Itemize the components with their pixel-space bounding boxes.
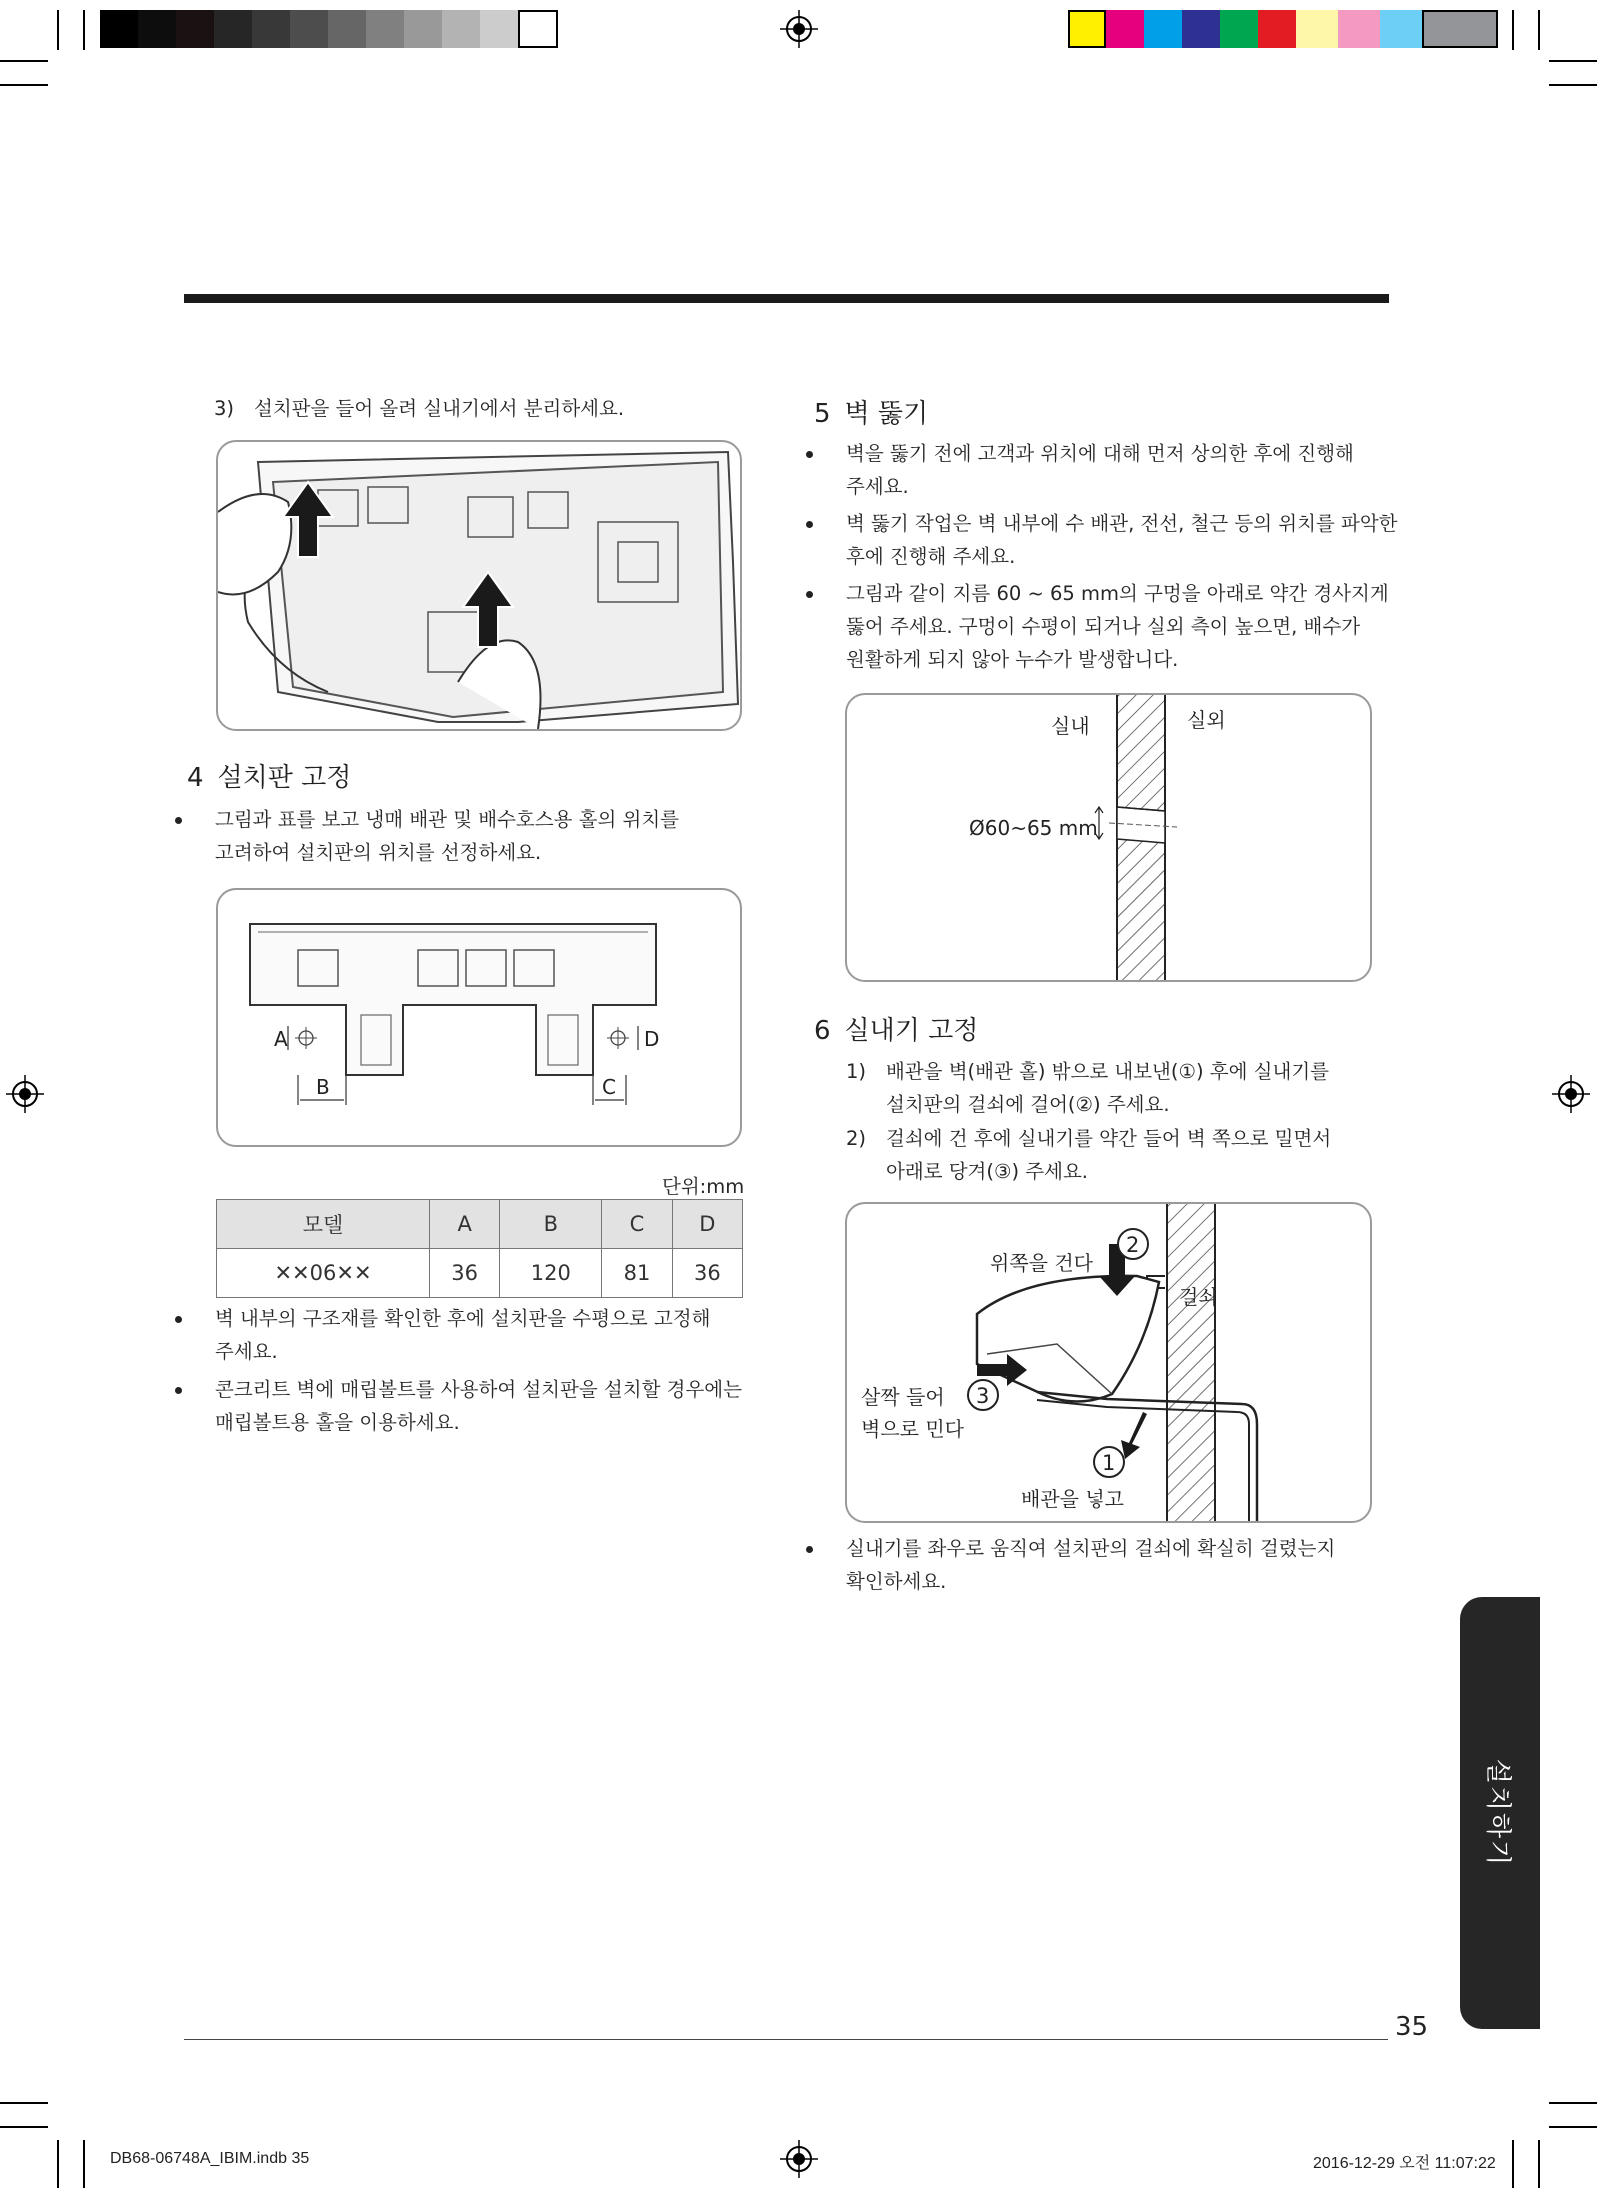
hang-up-label: 위쪽을 건다: [990, 1251, 1093, 1275]
swatch: [1182, 10, 1220, 48]
section-number: 4: [187, 763, 204, 793]
bullet-line: 실내기를 좌우로 움직여 설치판의 걸쇠에 확실히 걸렸는지: [846, 1537, 1336, 1560]
registration-mark-top: [780, 10, 818, 48]
dim-label: D: [644, 1027, 660, 1051]
unit-label: 단위:mm: [662, 1175, 745, 1198]
swatch: [366, 10, 404, 48]
table-header: 모델: [217, 1200, 430, 1249]
step-1: [846, 1055, 1406, 1121]
figure-wall-hole: [845, 693, 1372, 982]
dim-label: B: [316, 1075, 330, 1099]
section-title: 벽 뚫기: [844, 399, 929, 429]
bullet-item: [806, 577, 1426, 676]
dim-label: C: [602, 1075, 616, 1099]
footer-file: DB68-06748A_IBIM.indb 35: [110, 2150, 310, 2167]
side-tab-label: 설치하기: [1482, 1758, 1513, 1868]
figure-plate-dimensions: [216, 888, 742, 1147]
bullet-dot: [175, 1387, 182, 1394]
table-cell: 36: [672, 1249, 742, 1298]
bullet-line: 벽 내부의 구조재를 확인한 후에 설치판을 수평으로 고정해: [215, 1307, 711, 1330]
bullet-line: 그림과 표를 보고 냉매 배관 및 배수호스용 홀의 위치를: [215, 808, 680, 831]
section-number: 5: [814, 399, 831, 429]
swatch: [1068, 10, 1106, 48]
bullet-dot: [175, 817, 182, 824]
step-number: 1): [846, 1060, 867, 1083]
table-header: C: [602, 1200, 672, 1249]
swatch: [290, 10, 328, 48]
swatch: [1220, 10, 1258, 48]
bullet-item: [175, 1302, 775, 1368]
step-line: 아래로 당겨(③) 주세요.: [886, 1160, 1088, 1183]
bullet-item: [806, 1532, 1426, 1598]
swatch: [1296, 10, 1338, 48]
indoor-label: 실내: [1051, 714, 1090, 738]
marker-3: 3: [976, 1384, 990, 1408]
section-number: 6: [814, 1016, 831, 1046]
diameter-label: Ø60~65 mm: [969, 816, 1098, 840]
table-row: [217, 1249, 743, 1298]
insert-pipe-label: 배관을 넣고: [1021, 1487, 1124, 1511]
swatch: [214, 10, 252, 48]
bullet-line: 콘크리트 벽에 매립볼트를 사용하여 설치판을 설치할 경우에는: [215, 1378, 742, 1401]
step-2: [846, 1122, 1406, 1188]
registration-mark-bottom: [780, 2140, 818, 2178]
section-5-heading: [814, 393, 928, 430]
marker-2: 2: [1126, 1233, 1140, 1257]
registration-mark-right: [1552, 1075, 1590, 1113]
swatch: [442, 10, 480, 48]
figure-hang-unit: [845, 1202, 1372, 1523]
outdoor-label: 실외: [1187, 708, 1226, 732]
dimension-table: [216, 1199, 743, 1298]
header-rule: [184, 294, 1389, 303]
bullet-line: 고려하여 설치판의 위치를 선정하세요.: [215, 841, 542, 864]
bullet-item: [175, 803, 755, 869]
lift-label: 살짝 들어: [861, 1385, 945, 1409]
step-line: 걸쇠에 건 후에 실내기를 약간 들어 벽 쪽으로 밀면서: [886, 1127, 1332, 1150]
bullet-dot: [175, 1316, 182, 1323]
step-3: [214, 392, 734, 425]
footer-rule: [184, 2039, 1388, 2040]
step-line: 설치판의 걸쇠에 걸어(②) 주세요.: [886, 1093, 1170, 1116]
hook-label: 걸쇠: [1179, 1285, 1218, 1309]
swatch: [1144, 10, 1182, 48]
swatch: [1380, 10, 1422, 48]
bullet-dot: [806, 591, 813, 598]
bullet-dot: [806, 521, 813, 528]
bullet-line: 주세요.: [215, 1340, 278, 1363]
bullet-item: [806, 437, 1406, 503]
bullet-line: 확인하세요.: [846, 1570, 947, 1593]
table-header: D: [672, 1200, 742, 1249]
bullet-line: 그림과 같이 지름 60 ~ 65 mm의 구멍을 아래로 약간 경사지게: [846, 582, 1389, 605]
section-title: 실내기 고정: [844, 1016, 979, 1046]
swatch: [252, 10, 290, 48]
table-cell: 36: [430, 1249, 500, 1298]
swatch: [518, 10, 558, 48]
step-text: 설치판을 들어 올려 실내기에서 분리하세요.: [254, 397, 625, 420]
dim-label: A: [274, 1027, 288, 1051]
section-4-heading: [187, 757, 351, 794]
bullet-line: 벽 뚫기 작업은 벽 내부에 수 배관, 전선, 철근 등의 위치를 파악한: [846, 512, 1398, 535]
swatch: [138, 10, 176, 48]
section-6-heading: [814, 1010, 978, 1047]
swatch: [328, 10, 366, 48]
swatch: [1338, 10, 1380, 48]
table-cell: 120: [500, 1249, 602, 1298]
table-cell: 81: [602, 1249, 672, 1298]
step-number: 2): [846, 1127, 867, 1150]
bullet-item: [175, 1373, 795, 1439]
bullet-line: 주세요.: [846, 475, 909, 498]
swatch: [1422, 10, 1498, 48]
marker-1: 1: [1102, 1451, 1116, 1475]
bullet-line: 매립볼트용 홀을 이용하세요.: [215, 1411, 460, 1434]
section-title: 설치판 고정: [217, 763, 352, 793]
side-tab: [1460, 1597, 1540, 2029]
lift-label: 벽으로 민다: [861, 1417, 964, 1441]
bullet-line: 원활하게 되지 않아 누수가 발생합니다.: [846, 648, 1179, 671]
step-number: 3): [214, 397, 235, 420]
swatch: [1106, 10, 1144, 48]
swatch: [1258, 10, 1296, 48]
swatch: [100, 10, 138, 48]
bullet-line: 후에 진행해 주세요.: [846, 545, 1016, 568]
footer-datetime: 2016-12-29 오전 11:07:22: [1313, 2155, 1496, 2172]
step-line: 배관을 벽(배관 홀) 밖으로 내보낸(①) 후에 실내기를: [886, 1060, 1330, 1083]
table-header: B: [500, 1200, 602, 1249]
table-header: A: [430, 1200, 500, 1249]
bullet-dot: [806, 451, 813, 458]
swatch: [480, 10, 518, 48]
page-number: 35: [1395, 2012, 1429, 2042]
bullet-line: 뚫어 주세요. 구멍이 수평이 되거나 실외 측이 높으면, 배수가: [846, 615, 1361, 638]
table-cell: ✕✕06✕✕: [217, 1249, 430, 1298]
registration-mark-left: [6, 1075, 44, 1113]
figure-remove-plate: [216, 440, 742, 731]
table-header-row: [217, 1200, 743, 1249]
swatch: [404, 10, 442, 48]
bullet-line: 벽을 뚫기 전에 고객과 위치에 대해 먼저 상의한 후에 진행해: [846, 442, 1354, 465]
bullet-item: [806, 507, 1426, 573]
swatch: [176, 10, 214, 48]
bullet-dot: [806, 1546, 813, 1553]
